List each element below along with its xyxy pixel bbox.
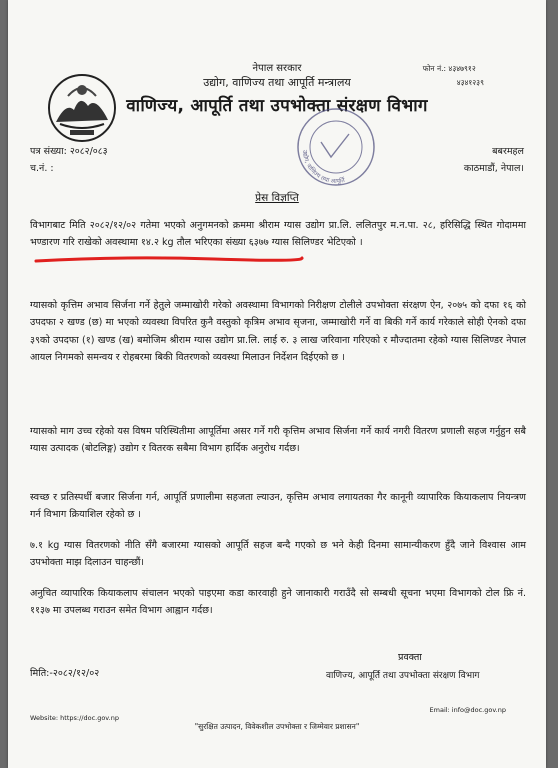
- ministry-name: उद्योग, वाणिज्य तथा आपूर्ति मन्त्रालय: [203, 76, 351, 89]
- paragraph-6: अनुचित व्यापारिक कियाकलाप संचालन भएको पाइएमा कडा कारवाही हुने जानाकारी गराउँदै सो सम्बधी सूचना भएमा विभागको टोल फ्रि नं. ११३७ मा उपलब्ध गराउन समेत विभाग आह्वान गर्दछ।: [30, 587, 526, 617]
- paragraph-3: ग्यासको माग उच्च रहेको यस विषम परिस्थितीमा आपूर्तिमा असर गर्ने गरी कृत्तिम अभाव सिर्जना गर्ने कार्य नगरी वितरण प्रणाली सहज गर्नुहुन सबै ग्यास उत्पादक (बोटलिङ्ग) उद्योग र वितरक सबैमा विभाग हार्दिक अनुरोध गर्दछ।: [30, 425, 526, 455]
- department-name: वाणिज्य, आपूर्ति तथा उपभोक्ता संरक्षण विभाग: [126, 96, 428, 116]
- press-release-page: [8, 0, 546, 768]
- spokesperson-office: वाणिज्य, आपूर्ति तथा उपभोक्ता संरक्षण विभाग: [326, 671, 480, 681]
- stamp-text: उद्योग, वाणिज्य तथा आपूर्ति: [300, 149, 346, 186]
- dispatch-number: च.नं. :: [30, 163, 54, 174]
- government-name: नेपाल सरकार: [252, 63, 302, 74]
- paragraph-4: स्वच्छ र प्रतिस्पर्धी बजार सिर्जना गर्न, आपूर्ति प्रणालीमा सहजता ल्याउन, कृत्तिम अभाव लगायतका गैर कानूनी व्यापारिक कियाकलाप नियन्त्रण गर्न विभाग क्रियाशिल रहेको छ ।: [30, 491, 526, 521]
- spokesperson-title: प्रवक्ता: [398, 652, 422, 663]
- phone-line-2: ४३४१२३९: [456, 78, 484, 87]
- letter-reference: [30, 143, 108, 177]
- letter-number: पत्र संख्या: २०८२/०८३: [30, 146, 108, 157]
- paragraph-5: ७.१ kg ग्यास वितरणको नीति सँगै बजारमा ग्यासको आपूर्ति सहज बन्दै गएको छ भने केही दिनमा सामान्यीकरण हुँदै जाने विश्वास आम उपभोक्ता माझ दिलाउन चाहन्छौं।: [30, 539, 526, 569]
- footer-slogan: "सुरक्षित उत्पादन, विवेकशील उपभोक्ता र जिम्मेवार प्रशासन": [194, 722, 360, 731]
- paragraph-2: ग्यासको कृत्तिम अभाव सिर्जना गर्ने हेतुले जम्माखोरी गरेको अवस्थामा विभागको निरीक्षण टोलीले उपभोक्ता संरक्षण ऐन, २०७५ को दफा १६ को उपदफा २ खण्ड (छ) मा भएको व्यवस्था विपरित कुनै वस्तुको कृत्रिम अभाव सृजना, जम्माखोरी गर्ने वा बिकी गर्ने कार्य गरेकाले सोही ऐनको दफा ३९को उपदफा (१) खण्ड (ख) बमोजिम श्रीराम ग्यास उद्योग प्रा.लि. लाई रु. ३ लाख जरिवाना गरिएको र मौज्दातमा रहेको ग्यास सिलिण्डर नेपाल आयल निगमको समन्वय र रोहबरमा बिकी वितरणको व्यवस्था मिलाउन निर्देशन दिईएको छ ।: [30, 299, 526, 364]
- release-date: मिति:-२०८२/१२/०२: [30, 668, 100, 679]
- address-line-2: काठमाडौं, नेपाल।: [463, 163, 524, 174]
- website-link[interactable]: Website: https://doc.gov.np: [30, 714, 119, 722]
- svg-text:उद्योग, वाणिज्य तथा आपूर्ति: [301, 150, 346, 185]
- paragraph-1: विभागबाट मिति २०८२/१२/०२ गतेमा भएको अनुगमनको क्रममा श्रीराम ग्यास उद्योग प्रा.लि. ललितपुर म.न.पा. २८, हरिसिद्धि स्थित गोदाममा भण्डारण गरि राखेको अवस्थामा १४.२ kg तौल भरिएका संख्या ६३७७ ग्यास सिलिण्डर भेटिएको ।: [30, 219, 526, 249]
- office-address: [464, 143, 524, 177]
- office-stamp: [291, 102, 381, 192]
- page-title: प्रेस विज्ञप्ति: [255, 192, 299, 204]
- phone-line-1: फोन नं.: ४३४७९१२: [422, 64, 476, 73]
- red-highlight-underline: [34, 253, 304, 265]
- phone-numbers: [423, 62, 484, 90]
- email-link[interactable]: Email: info@doc.gov.np: [429, 706, 506, 714]
- address-line-1: बबरमहल: [492, 146, 524, 157]
